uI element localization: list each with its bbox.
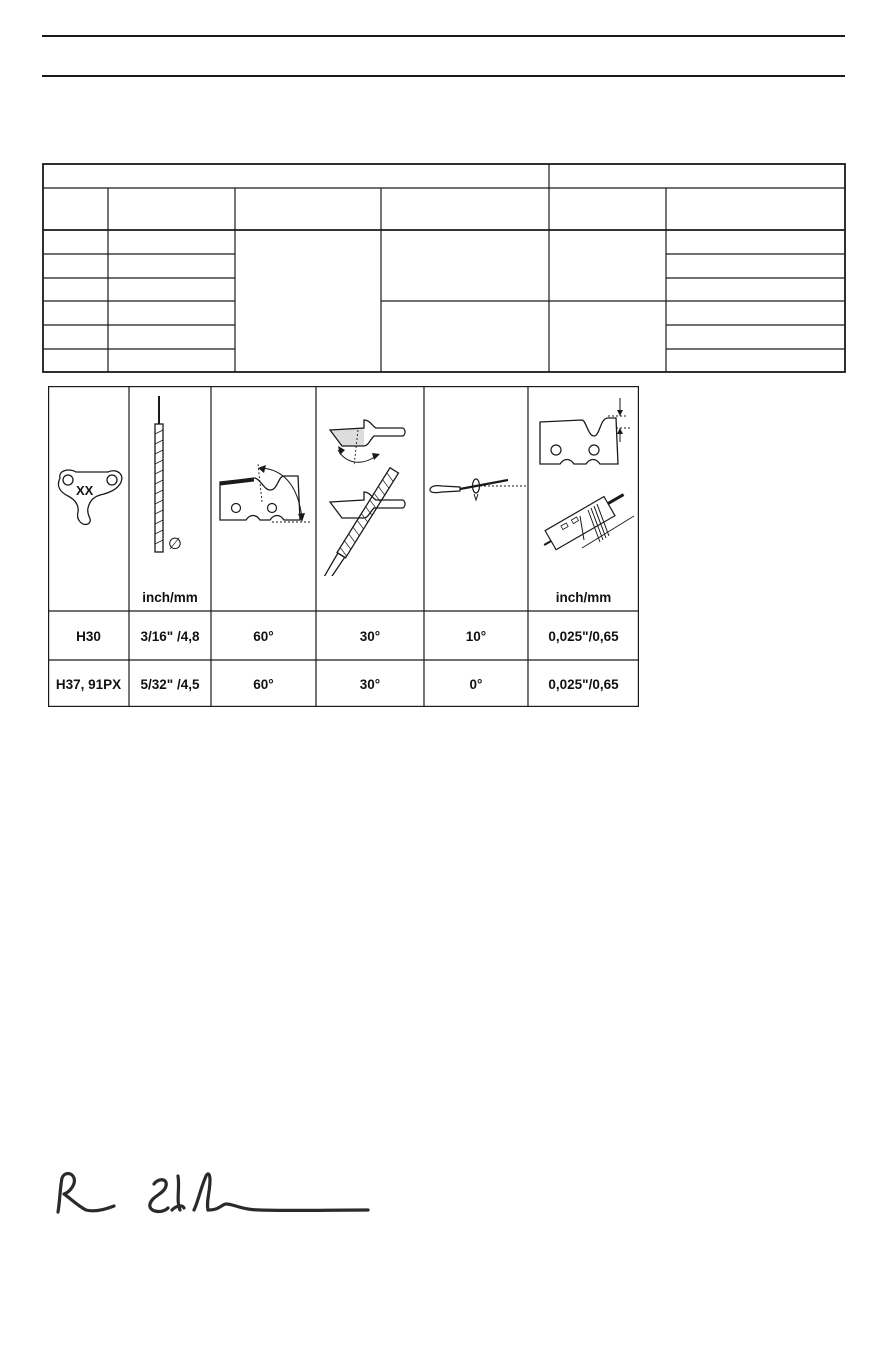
id-plate-marking: XX (76, 483, 94, 498)
row-1-chain: H30 (76, 629, 101, 644)
empty-grid-table (0, 0, 881, 380)
row-2-file-tilt: 0° (469, 677, 483, 692)
top-plate-angle-icon (214, 462, 314, 532)
row-2-chain: H37, 91PX (55, 677, 122, 692)
row-2-side-angle: 30° (359, 677, 381, 692)
depth-gauge-unit: inch/mm (555, 590, 612, 605)
diameter-symbol: ∅ (168, 536, 182, 553)
file-holder-tilt-icon (428, 466, 528, 506)
file-diameter-unit: inch/mm (142, 590, 198, 605)
row-2-depth-gauge: 0,025"/0,65 (548, 677, 619, 692)
row-1-side-angle: 30° (359, 629, 381, 644)
row-1-file-tilt: 10° (465, 629, 487, 644)
row-2-file-diameter: 5/32" /4,5 (140, 677, 200, 692)
row-1-file-diameter: 3/16" /4,8 (140, 629, 200, 644)
row-1-depth-gauge: 0,025"/0,65 (548, 629, 619, 644)
round-file-icon (148, 394, 172, 554)
depth-gauge-icon (534, 392, 636, 562)
handwritten-signature (50, 1166, 380, 1222)
row-2-top-plate-angle: 60° (253, 677, 274, 692)
row-1-top-plate-angle: 60° (253, 629, 274, 644)
sharpening-spec-table (48, 386, 639, 707)
side-angle-file-icon (324, 406, 414, 576)
